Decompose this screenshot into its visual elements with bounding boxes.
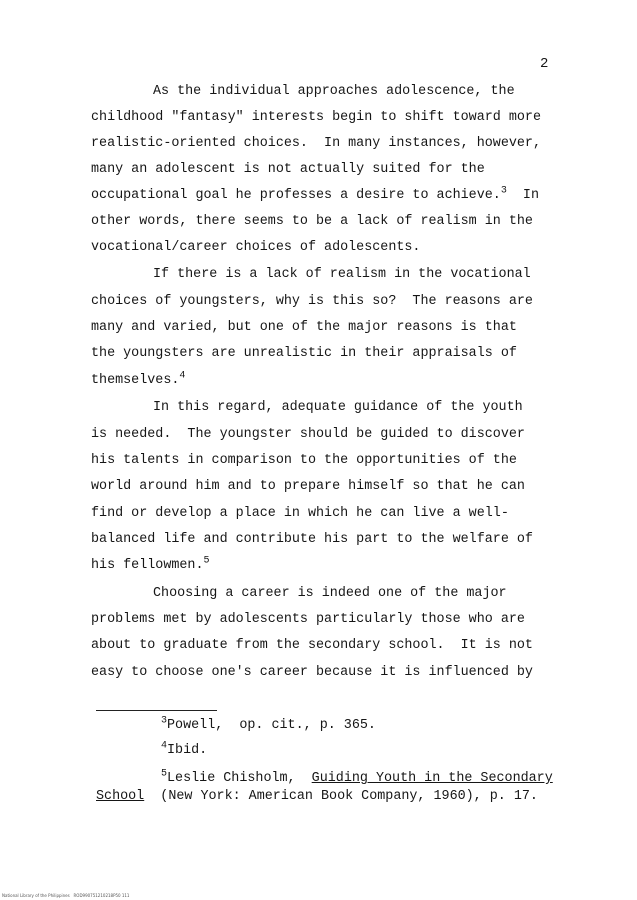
footnote-author: Leslie Chisholm,	[167, 771, 312, 786]
body-line: balanced life and contribute his part to the welfare of	[91, 532, 533, 547]
body-line: problems met by adolescents particularly those who are	[91, 612, 525, 627]
footnote-text: Powell, op. cit., p. 365.	[167, 718, 376, 733]
footnote-rule	[96, 710, 217, 711]
body-line: In this regard, adequate guidance of the youth	[153, 400, 523, 415]
footnote-text: Ibid.	[167, 743, 208, 758]
body-line: childhood "fantasy" interests begin to shift toward more	[91, 110, 541, 125]
body-line: choices of youngsters, why is this so? The reasons are	[91, 294, 533, 309]
body-line: his talents in comparison to the opportunities of the	[91, 453, 517, 468]
footnote-book-title: School	[96, 789, 145, 804]
footnote-ref: 3	[500, 185, 507, 197]
body-line: realistic-oriented choices. In many instances, however,	[91, 136, 541, 151]
footnote-marker: 5	[161, 768, 168, 780]
page-number: 2	[540, 56, 549, 72]
body-line: find or develop a place in which he can live a well-	[91, 506, 509, 521]
body-line: Choosing a career is indeed one of the major	[153, 586, 507, 601]
body-line: If there is a lack of realism in the vocational	[153, 267, 531, 282]
body-line: many an adolescent is not actually suited for the	[91, 162, 485, 177]
body-line: vocational/career choices of adolescents.	[91, 240, 421, 255]
body-line: world around him and to prepare himself so that he can	[91, 479, 525, 494]
body-text: In	[506, 188, 539, 203]
body-line: the youngsters are unrealistic in their appraisals of	[91, 346, 517, 361]
footnote-3	[161, 715, 376, 734]
body-line	[91, 370, 186, 389]
footnote-marker: 4	[161, 740, 168, 752]
footnote-4	[161, 740, 208, 759]
footnote-ref: 5	[203, 555, 210, 567]
body-text: his fellowmen.	[91, 558, 204, 573]
body-text: themselves.	[91, 373, 180, 388]
footnote-5	[161, 768, 553, 787]
body-line: about to graduate from the secondary school. It is not	[91, 638, 533, 653]
body-line: is needed. The youngster should be guided to discover	[91, 427, 525, 442]
body-line: other words, there seems to be a lack of realism in the	[91, 214, 533, 229]
footnote-marker: 3	[161, 715, 168, 727]
footnote-ref: 4	[179, 370, 186, 382]
footnote-publication: (New York: American Book Company, 1960), p. 17.	[144, 789, 538, 804]
body-line: As the individual approaches adolescence, the	[153, 84, 515, 99]
body-line	[91, 185, 539, 204]
body-line: many and varied, but one of the major reasons is that	[91, 320, 517, 335]
archive-footer: National Library of the Philippines ROD990751210218P50 111	[2, 893, 130, 898]
body-line	[91, 555, 210, 574]
body-text: occupational goal he professes a desire to achieve.	[91, 188, 501, 203]
body-line: easy to choose one's career because it is influenced by	[91, 665, 533, 680]
footnote-5-continued	[96, 789, 538, 805]
footnote-book-title: Guiding Youth in the Secondary	[311, 771, 553, 786]
